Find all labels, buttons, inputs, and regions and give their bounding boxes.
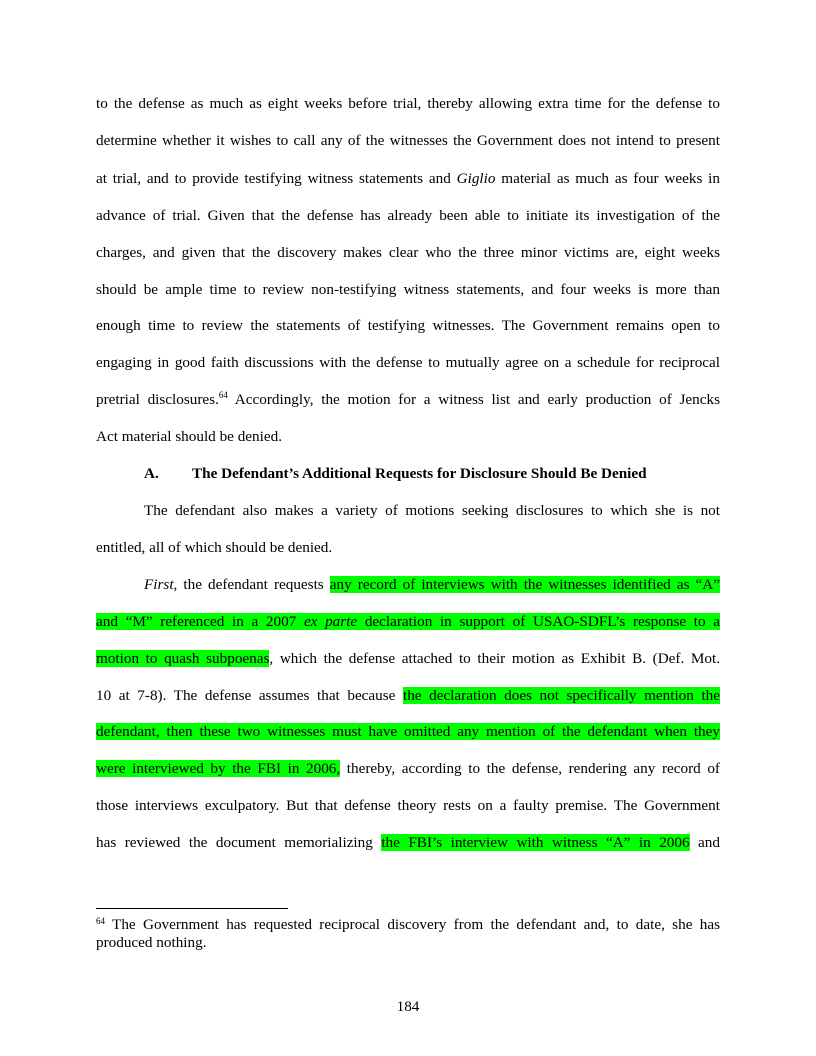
body-line-4 bbox=[96, 207, 720, 225]
text-run: material as much as four weeks in bbox=[495, 170, 720, 187]
body-line-14 bbox=[96, 613, 720, 631]
body-line-8 bbox=[96, 354, 720, 372]
body-line-5 bbox=[96, 244, 720, 262]
body-line-9 bbox=[96, 391, 720, 409]
text-run: should be ample time to review non-testifying witness statements, and four weeks is more than bbox=[96, 281, 720, 298]
text-run: Accordingly, the motion for a witness list and early production of Jencks bbox=[227, 391, 720, 408]
text-run: pretrial disclosures. bbox=[96, 391, 219, 408]
body-line-13 bbox=[144, 576, 720, 594]
text-run: advance of trial. Given that the defense has already been able to initiate its investigation of the bbox=[96, 207, 720, 224]
body-line-18 bbox=[96, 760, 720, 778]
body-line-19 bbox=[96, 797, 720, 815]
footnote-marker: 64 bbox=[96, 916, 105, 926]
body-line-20 bbox=[96, 834, 720, 852]
text-run: and “M” referenced in a 2007 bbox=[96, 613, 304, 630]
body-line-12 bbox=[96, 539, 720, 557]
text-run: at trial, and to provide testifying witness statements and bbox=[96, 170, 457, 187]
text-run: to the defense as much as eight weeks before trial, thereby allowing extra time for the defense to bbox=[96, 95, 720, 112]
body-line-16 bbox=[96, 687, 720, 705]
footnote bbox=[96, 916, 720, 952]
section-title: The Defendant’s Additional Requests for Disclosure Should Be Denied bbox=[192, 465, 647, 482]
text-run: those interviews exculpatory. But that defense theory rests on a faulty premise. The Government bbox=[96, 797, 720, 814]
highlighted-text bbox=[96, 613, 720, 630]
highlighted-text: motion to quash subpoenas bbox=[96, 650, 270, 667]
body-line-1 bbox=[96, 95, 720, 113]
text-run: , the defendant requests bbox=[173, 576, 330, 593]
body-line-7 bbox=[96, 317, 720, 335]
body-line-10 bbox=[96, 428, 720, 446]
footnote-reference[interactable]: 64 bbox=[218, 390, 228, 400]
body-line-17 bbox=[96, 723, 720, 741]
latin-phrase-italic: ex parte bbox=[303, 613, 358, 630]
highlighted-text: were interviewed by the FBI in 2006, bbox=[96, 760, 341, 777]
text-run: The defendant also makes a variety of motions seeking disclosures to which she is not bbox=[144, 502, 720, 519]
footnote-separator bbox=[96, 908, 288, 909]
body-line-11 bbox=[144, 502, 720, 520]
text-run: , which the defense attached to their motion as Exhibit B. (Def. Mot. bbox=[269, 650, 720, 667]
text-run: charges, and given that the discovery makes clear who the three minor victims are, eight weeks bbox=[96, 244, 720, 261]
emphasis-first: First bbox=[144, 576, 174, 593]
text-run: enough time to review the statements of testifying witnesses. The Government remains open to bbox=[96, 317, 720, 334]
page-number: 184 bbox=[396, 998, 420, 1015]
text-run: has reviewed the document memorializing bbox=[96, 834, 382, 851]
text-run: determine whether it wishes to call any of the witnesses the Government does not intend to present bbox=[96, 132, 720, 149]
highlighted-text: the FBI’s interview with witness “A” in 2006 bbox=[381, 834, 690, 851]
case-name-italic: Giglio bbox=[456, 170, 496, 187]
section-number: A. bbox=[144, 465, 159, 482]
text-run: and bbox=[689, 834, 720, 851]
text-run: thereby, according to the defense, rendering any record of bbox=[340, 760, 720, 777]
highlighted-text: any record of interviews with the witnesses identified as “A” bbox=[329, 576, 720, 593]
body-line-2 bbox=[96, 132, 720, 150]
highlighted-text: the declaration does not specifically mention the bbox=[402, 687, 720, 704]
section-heading bbox=[144, 465, 647, 483]
footnote-text: The Government has requested reciprocal discovery from the defendant and, to date, she has produced nothing. bbox=[96, 916, 720, 951]
text-run: Act material should be denied. bbox=[96, 428, 282, 445]
text-run: engaging in good faith discussions with the defense to mutually agree on a schedule for reciprocal bbox=[96, 354, 720, 371]
body-line-15 bbox=[96, 650, 720, 668]
text-run: declaration in support of USAO-SDFL’s response to a bbox=[357, 613, 720, 630]
text-run: entitled, all of which should be denied. bbox=[96, 539, 333, 556]
body-line-6 bbox=[96, 281, 720, 299]
highlighted-text: defendant, then these two witnesses must have omitted any mention of the defendant when they bbox=[96, 723, 720, 740]
body-line-3 bbox=[96, 170, 720, 188]
text-run: 10 at 7-8). The defense assumes that because bbox=[96, 687, 403, 704]
